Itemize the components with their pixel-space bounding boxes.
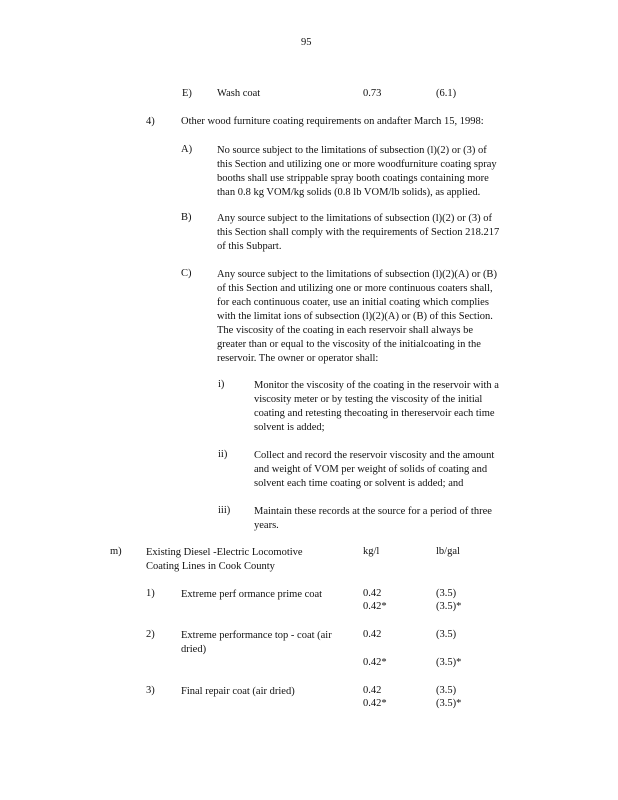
item-e-lb: (6.1)	[436, 88, 457, 99]
item-e-label: E)	[182, 88, 192, 99]
item-e-kg: 0.73	[363, 88, 382, 99]
section-m-label: m)	[110, 546, 122, 557]
item-b-label: B)	[181, 212, 192, 223]
item-ciii-text: Maintain these records at the source for a period of three years.	[254, 506, 492, 531]
row-3-kg-1: 0.42	[363, 685, 382, 696]
item-e-text: Wash coat	[217, 88, 261, 99]
row-3-lb-2: (3.5)*	[436, 698, 462, 709]
section-m-title: Existing Diesel -Electric Locomotive Coating Lines in Cook County	[146, 547, 303, 572]
row-3-text: Final repair coat (air dried)	[181, 686, 295, 697]
row-1-label: 1)	[146, 588, 155, 599]
row-1-kg-2: 0.42*	[363, 601, 387, 612]
row-3-kg-2: 0.42*	[363, 698, 387, 709]
row-3-lb-1: (3.5)	[436, 685, 457, 696]
row-2-lb-2: (3.5)*	[436, 657, 462, 668]
item-ciii-label: iii)	[218, 505, 231, 516]
row-3-label: 3)	[146, 685, 155, 696]
item-ci-text: Monitor the viscosity of the coating in the reservoir with a viscosity meter or by testing the viscosity of the initial coating and retesting thecoating in thereservoir each time solvent is added;	[254, 380, 499, 433]
row-1-lb-2: (3.5)*	[436, 601, 462, 612]
item-cii-text: Collect and record the reservoir viscosity and the amount and weight of VOM per weight of solids of coating and solvent each time coating or solvent is added; and	[254, 450, 495, 489]
item-4-label: 4)	[146, 116, 155, 127]
item-a-text: No source subject to the limitations of subsection (l)(2) or (3) of this Section and utilizing one or more woodfurniture coating spray booths shall use strippable spray booth coatings containing more than 0.8 kg VOM/kg solids (0.8 lb VOM/lb solids), as applied.	[217, 145, 497, 198]
item-c-label: C)	[181, 268, 192, 279]
page-number: 95	[301, 37, 312, 48]
row-1-text: Extreme perf ormance prime coat	[181, 589, 323, 600]
item-a-label: A)	[181, 144, 193, 155]
row-1-lb-1: (3.5)	[436, 588, 457, 599]
row-2-kg-1: 0.42	[363, 629, 382, 640]
row-2-label: 2)	[146, 629, 155, 640]
item-c-text: Any source subject to the limitations of subsection (l)(2)(A) or (B) of this Section and utilizing one or more continuous coaters shall, for each continuous coater, use an initial coating which complies with the limitat ions of subsection (l)(2)(A) or (B) of this Section. The viscosity of the coating in each reservoir shall always be greater than or equal to the viscosity of the initialcoating in the reservoir. The owner or operator shall:	[217, 269, 497, 364]
row-2-text: Extreme performance top - coat (air dried)	[181, 630, 332, 655]
item-cii-label: ii)	[218, 449, 228, 460]
row-1-kg-1: 0.42	[363, 588, 382, 599]
row-2-lb-1: (3.5)	[436, 629, 457, 640]
row-2-kg-2: 0.42*	[363, 657, 387, 668]
item-4-text: Other wood furniture coating requirements on andafter March 15, 1998:	[181, 116, 484, 127]
kg-header: kg/l	[363, 546, 380, 557]
item-ci-label: i)	[218, 379, 225, 390]
item-b-text: Any source subject to the limitations of subsection (l)(2) or (3) of this Section shall comply with the requirements of Section 218.217 of this Subpart.	[217, 213, 500, 252]
lb-header: lb/gal	[436, 546, 460, 557]
